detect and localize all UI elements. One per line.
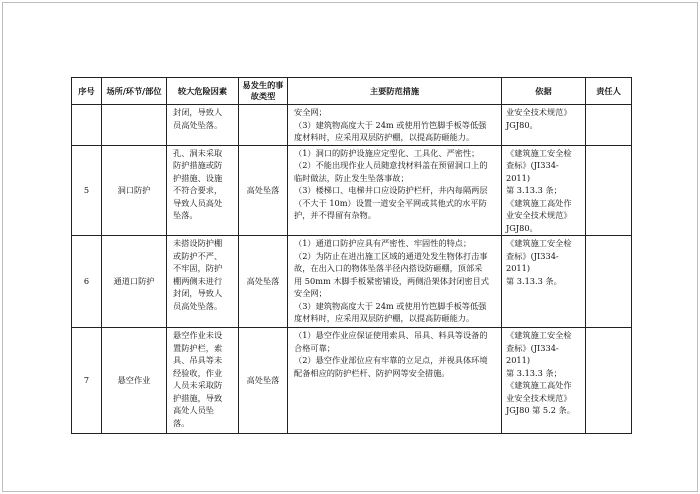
cell-line: 或防护不严、	[173, 250, 223, 261]
row-person	[586, 236, 632, 328]
row-no	[72, 105, 102, 146]
row-basis	[502, 105, 586, 146]
header-accident: 易发生的事故类型	[239, 78, 288, 105]
cell-line: （1）洞口的防护设施应定型化、工具化、严密性；	[294, 147, 480, 158]
cell-line: 度材料时，应采用双层防护棚，以提高防砸能力。	[294, 313, 475, 323]
row-accident: 高处坠落	[239, 236, 288, 328]
cell-line: 员高处坠落。	[173, 300, 223, 311]
cell-line: 未搭设防护棚	[173, 238, 223, 248]
cell-line: 业安全技术规范》	[506, 210, 572, 220]
cell-line: 查标》(JI334-2011)	[506, 160, 559, 183]
cell-line: 临时做法，防止发生坠落事故；	[294, 172, 409, 183]
cell-line: 故，在出入口的物体坠落半径内搭设防砸棚，顶部采	[294, 263, 483, 273]
cell-line: 导致人员高处	[173, 197, 223, 208]
cell-line: 防护措施或防	[173, 160, 223, 170]
cell-line: 第 3.13.3 条。	[506, 275, 562, 286]
cell-line: JGJ80。	[506, 119, 538, 130]
row-person	[586, 145, 632, 236]
row-factor	[167, 328, 239, 434]
row-place: 洞口防护	[102, 145, 167, 236]
row-basis	[502, 236, 586, 328]
cell-line: 《建筑施工安全检	[506, 238, 572, 248]
cell-line: 置防护栏，索	[173, 342, 223, 353]
cell-line: 封闭，导致人	[173, 107, 223, 117]
row-basis	[502, 145, 586, 236]
row-place: 悬空作业	[102, 328, 167, 434]
cell-line: 员高处坠落。	[173, 119, 223, 130]
header-factor: 较大危险因素	[167, 78, 239, 105]
row-person	[586, 328, 632, 434]
cell-line: （2）为防止在进出施工区域的通道处发生物体打击事	[294, 250, 488, 261]
cell-line: （3）楼梯口、电梯井口应设防护栏杆，井内每隔两层	[294, 185, 488, 195]
row-no: 5	[72, 145, 102, 236]
cell-line: （2）悬空作业部位应有牢靠的立足点，并视具体环境	[294, 355, 488, 365]
cell-line: 不牢固，防护	[173, 263, 223, 273]
risk-control-table	[71, 77, 632, 434]
cell-line: 查标》(JI334-2011)	[506, 250, 559, 273]
row-accident	[239, 105, 288, 146]
cell-line: 合格可靠；	[294, 342, 335, 353]
cell-line: 高处人员坠	[173, 405, 214, 415]
cell-line: 查标》(JI334-2011)	[506, 342, 559, 365]
header-person: 责任人	[586, 78, 632, 105]
cell-line: 护，并不得留有杂物。	[294, 210, 376, 220]
row-factor	[167, 236, 239, 328]
cell-line: 封闭，导致人	[173, 288, 223, 298]
table-header-row	[72, 78, 632, 105]
cell-line: 落。	[173, 417, 190, 428]
row-no: 7	[72, 328, 102, 434]
cell-line: 配备相应的防护栏杆、防护网等安全措施。	[294, 367, 450, 378]
row-measures	[288, 328, 502, 434]
cell-line: （1）悬空作业应保证使用索具、吊具、料具等设备的	[294, 330, 488, 340]
row-place: 通道口防护	[102, 236, 167, 328]
cell-line: 第 3.13.3 条；	[506, 367, 562, 378]
table-row	[72, 145, 632, 236]
row-basis	[502, 328, 586, 434]
row-measures	[288, 236, 502, 328]
row-place	[102, 105, 167, 146]
cell-line: 度材料时，应采用双层防护棚，以提高防砸能力。	[294, 132, 475, 142]
row-measures	[288, 105, 502, 146]
row-factor	[167, 145, 239, 236]
cell-line: （3）建筑物高度大于 24m 或使用竹笆脚手板等低强	[294, 119, 487, 130]
cell-line: 《建筑施工安全检	[506, 330, 572, 340]
cell-line: （1）通道口防护应具有严密性、牢固性的特点；	[294, 238, 472, 248]
header-measures: 主要防范措施	[288, 78, 502, 105]
header-basis: 依据	[502, 78, 586, 105]
cell-line: （3）建筑物高度大于 24m 或使用竹笆脚手板等低强	[294, 300, 487, 311]
cell-line: 人员未采取防	[173, 380, 223, 390]
cell-line: 《建筑施工高处作	[506, 380, 572, 390]
cell-line: 安全网；	[294, 107, 327, 117]
header-no: 序号	[72, 78, 102, 105]
cell-line: 安全网；	[294, 288, 327, 298]
cell-line: 业安全技术规范》	[506, 107, 572, 117]
cell-line: 用 50mm 木脚手板紧密铺设，两侧沿架体封闭密目式	[294, 275, 489, 286]
cell-line: 护措施，导致	[173, 392, 223, 403]
cell-line: （2）不能出现作业人员随意找材料盖在预留洞口上的	[294, 160, 488, 170]
cell-line: 悬空作业未设	[173, 330, 223, 340]
table-row	[72, 105, 632, 146]
row-no: 6	[72, 236, 102, 328]
cell-line: 《建筑施工安全检	[506, 147, 572, 158]
row-person	[586, 105, 632, 146]
cell-line: 具、吊具等未	[173, 355, 223, 365]
row-measures	[288, 145, 502, 236]
row-accident: 高处坠落	[239, 328, 288, 434]
cell-line: JGJ80。	[506, 222, 538, 233]
header-place: 场所/环节/部位	[102, 78, 167, 105]
cell-line: 孔、洞未采取	[173, 147, 223, 158]
cell-line: 不符合要求，	[173, 185, 223, 195]
table-row	[72, 328, 632, 434]
cell-line: 坠落。	[173, 210, 198, 220]
cell-line: 棚两侧未进行	[173, 275, 223, 286]
row-factor	[167, 105, 239, 146]
cell-line: 经验收，作业	[173, 367, 223, 378]
cell-line: 护措施、设施	[173, 172, 223, 183]
cell-line: 第 3.13.3 条；	[506, 185, 562, 195]
cell-line: 业安全技术规范》	[506, 392, 572, 403]
cell-line: JGJ80 第 5.2 条。	[506, 405, 575, 415]
table-row	[72, 236, 632, 328]
cell-line: （不大于 10m）设置一道安全平网或其他式的水平防	[294, 197, 487, 208]
cell-line: 《建筑施工高处作	[506, 197, 572, 208]
row-accident: 高处坠落	[239, 145, 288, 236]
